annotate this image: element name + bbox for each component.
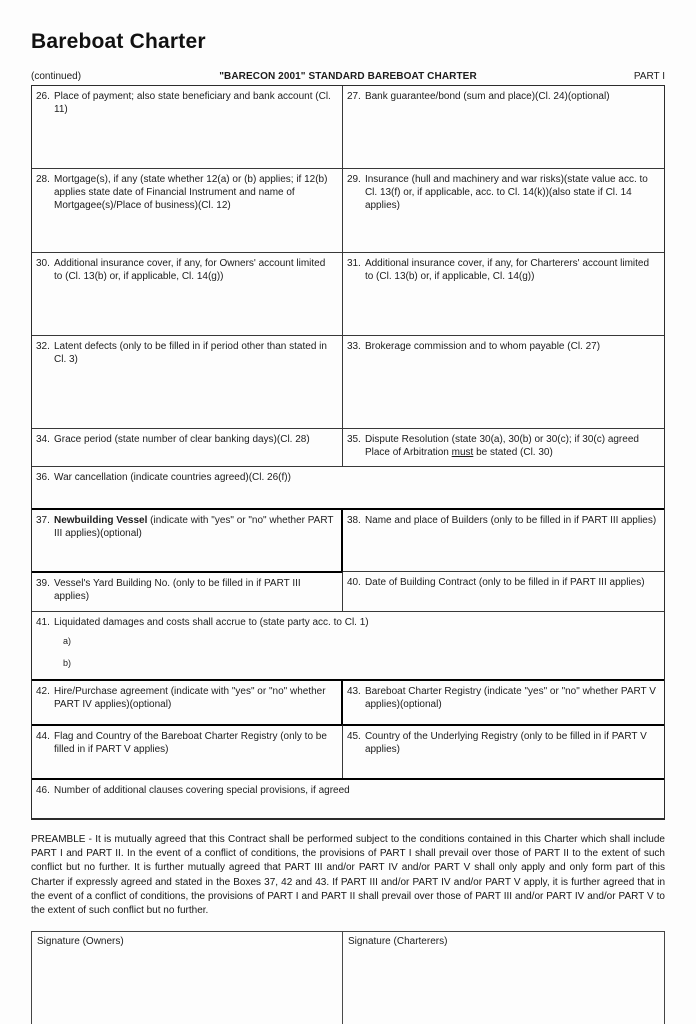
box-label: Number of additional clauses covering special provisions, if agreed (54, 785, 350, 796)
form-header (31, 71, 665, 85)
box-label (54, 514, 336, 540)
box-label-segment: be stated (Cl. 30) (473, 447, 553, 458)
box-label: War cancellation (indicate countries agreed)(Cl. 26(f)) (54, 472, 291, 483)
box-label: Additional insurance cover, if any, for Owners' account limited to (Cl. 13(b) or, if applicable, Cl. 14(g)) (54, 258, 326, 282)
box-36-war-cancellation (32, 466, 664, 508)
box-number: 46. (36, 785, 50, 796)
box-43-bareboat-charter-registry (343, 679, 664, 724)
box-number: 37. (36, 515, 50, 526)
signature-owners-label: Signature (Owners) (37, 936, 124, 948)
box-44-flag-and-country (32, 724, 343, 778)
box-label: Insurance (hull and machinery and war risks)(state value acc. to Cl. 13(f) or, if applicable, acc. to Cl. 14(k))(also state if Cl. 14 applies) (364, 174, 648, 211)
box-label: Latent defects (only to be filled in if period other than stated in Cl. 3) (54, 341, 327, 365)
box-number: 38. (346, 515, 361, 526)
box-number: 39. (36, 578, 50, 589)
box-number: 28. (36, 174, 50, 185)
box-number: 43. (346, 686, 361, 697)
table-row (32, 86, 664, 168)
box-label: Mortgage(s), if any (state whether 12(a) or (b) applies; if 12(b) applies state date of Financial Instrument and name of Mortgagee(s)/Place of business)(Cl. 12) (54, 174, 328, 211)
box-number: 31. (346, 258, 361, 269)
table-row (32, 466, 664, 508)
box-label-segment: Dispute Resolution (state 30(a), 30(b) or 30(c); if 30(c) agreed Place of Arbitration (364, 434, 639, 458)
preamble-paragraph: PREAMBLE - It is mutually agreed that this Contract shall be performed subject to the conditions contained in this Charter which shall include PART I and PART II. In the event of a conflict of conditions, the provisions of PART I shall prevail over those of PART II to the extent of such conflict but no further. It is further mutually agreed that PART III and/or PART IV and/or PART V shall only apply and only form part of this Charter if expressly agreed and stated in the Boxes 37, 42 and 43. If PART III and/or PART IV and/or PART V apply, it is further agreed that in the event of a conflict of conditions, the provisions of PART I and PART II shall prevail over those of PART III and/or PART IV and/or PART V to the extent of such conflict but no further. (31, 834, 665, 917)
box-number: 26. (36, 91, 50, 102)
box-33-brokerage-commission (343, 335, 664, 428)
box-38-builders (343, 508, 664, 571)
continued-label: (continued) (31, 71, 82, 82)
box-label: Vessel's Yard Building No. (only to be filled in if PART III applies) (54, 578, 301, 602)
table-row (32, 168, 664, 252)
box-label: Additional insurance cover, if any, for Charterers' account limited to (Cl. 13(b) or, if applicable, Cl. 14(g)) (364, 258, 650, 282)
box-label: Bank guarantee/bond (sum and place)(Cl. 24)(optional) (364, 91, 610, 102)
box-number: 41. (36, 617, 50, 628)
box-number: 35. (346, 434, 361, 445)
box-29-insurance (343, 168, 664, 252)
subitem-a: a) (63, 636, 72, 646)
box-45-underlying-registry (343, 724, 664, 778)
page-title: Bareboat Charter (31, 30, 206, 53)
box-number: 36. (36, 472, 50, 483)
box-number: 34. (36, 434, 50, 445)
box-32-latent-defects (32, 335, 343, 428)
box-40-building-contract-date (343, 571, 664, 611)
box-30-additional-insurance-owners (32, 252, 343, 335)
box-number: 40. (346, 577, 361, 588)
box-label: Country of the Underlying Registry (only to be filled in if PART V applies) (364, 731, 647, 755)
table-row (32, 611, 664, 679)
signature-table (31, 931, 665, 1024)
box-28-mortgages (32, 168, 343, 252)
box-label: Name and place of Builders (only to be filled in if PART III applies) (364, 515, 657, 526)
form-title: "BARECON 2001" STANDARD BAREBOAT CHARTER (219, 71, 477, 82)
box-label-segment: (indicate with "yes" or "no" whether PART III applies)(optional) (54, 515, 334, 539)
liquidated-damages-subitems (63, 635, 659, 679)
box-label: Place of payment; also state beneficiary and bank account (Cl. 11) (54, 91, 331, 115)
box-number: 30. (36, 258, 50, 269)
table-row (32, 252, 664, 335)
box-label: Liquidated damages and costs shall accrue to (state party acc. to Cl. 1) (54, 617, 369, 628)
table-row (32, 778, 664, 818)
box-42-hire-purchase-agreement (32, 679, 343, 724)
box-number: 27. (346, 91, 361, 102)
table-row (32, 335, 664, 428)
table-row (32, 508, 664, 571)
box-label: Flag and Country of the Bareboat Charter Registry (only to be filled in if PART V applies) (54, 731, 327, 755)
box-31-additional-insurance-charterers (343, 252, 664, 335)
box-39-yard-building-no (32, 571, 343, 611)
box-label: Grace period (state number of clear banking days)(Cl. 28) (54, 434, 310, 445)
box-46-additional-clauses (32, 778, 664, 818)
table-row (32, 428, 664, 466)
box-number: 42. (36, 686, 50, 697)
box-number: 29. (346, 174, 361, 185)
subitem-b: b) (63, 658, 72, 668)
box-26-place-of-payment (32, 86, 343, 168)
box-label: Date of Building Contract (only to be filled in if PART III applies) (364, 577, 645, 588)
box-label: Hire/Purchase agreement (indicate with "yes" or "no" whether PART IV applies)(optional) (54, 686, 326, 710)
box-label (365, 433, 659, 459)
bold-lead: Newbuilding Vessel (54, 515, 148, 526)
signature-charterers-label: Signature (Charterers) (347, 936, 448, 948)
box-label: Bareboat Charter Registry (indicate "yes" or "no" whether PART V applies)(optional) (364, 686, 656, 710)
box-27-bank-guarantee (343, 86, 664, 168)
box-number: 44. (36, 731, 50, 742)
table-row (32, 679, 664, 724)
signature-owners-box (32, 932, 343, 1024)
box-37-newbuilding-vessel (32, 508, 343, 571)
table-row (32, 724, 664, 778)
part-label: PART I (633, 71, 665, 82)
box-34-grace-period (32, 428, 343, 466)
signature-charterers-box (343, 932, 664, 1024)
box-41-liquidated-damages (32, 611, 664, 679)
box-number: 45. (346, 731, 361, 742)
box-35-dispute-resolution (343, 428, 664, 466)
box-label: Brokerage commission and to whom payable (Cl. 27) (364, 341, 601, 352)
box-number: 32. (36, 341, 50, 352)
barecon-part1-table (31, 85, 665, 820)
underlined-word: must (451, 447, 474, 458)
box-number: 33. (346, 341, 361, 352)
table-row (32, 571, 664, 611)
